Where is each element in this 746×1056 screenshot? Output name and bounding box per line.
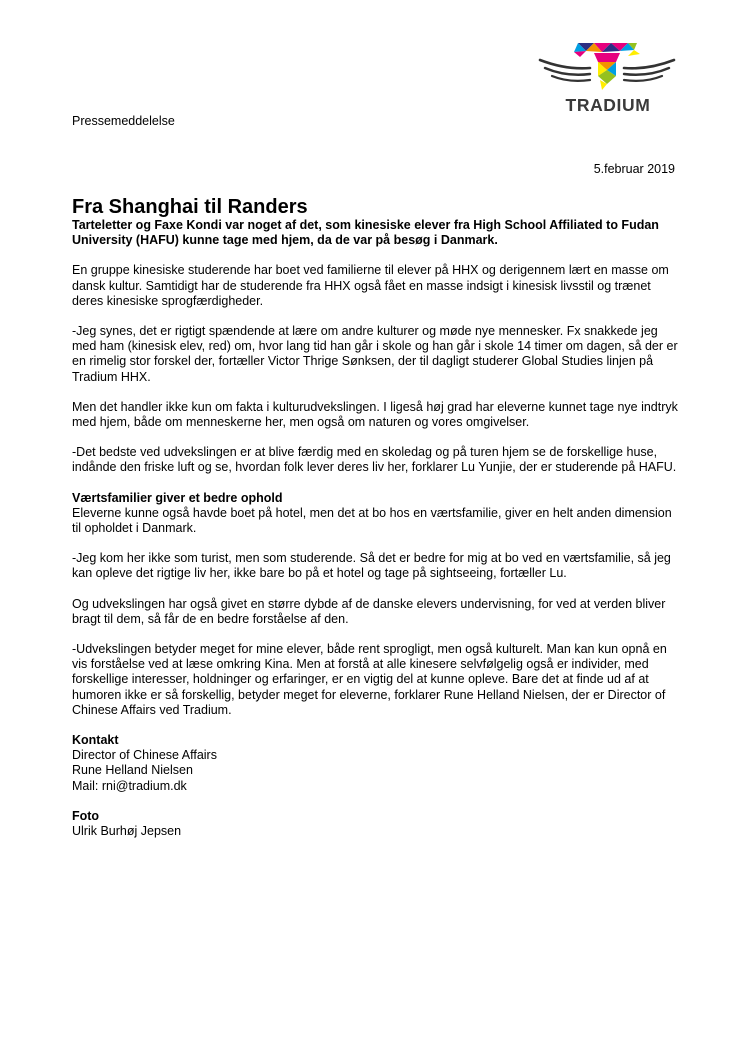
document-type-label: Pressemeddelelse bbox=[72, 114, 175, 128]
contact-name: Rune Helland Nielsen bbox=[72, 763, 193, 778]
paragraph: Eleverne kunne også havde boet på hotel, men det at bo hos en værtsfamilie, giver en helt anden dimension til opholdet i Danmark. bbox=[72, 505, 672, 536]
paragraph: -Jeg synes, det er rigtigt spændende at lære om andre kulturer og møde nye mennesker. Fx snakkede jeg med ham (kinesisk elev, red) om, hvor lang tid han går i skole og han går i skole 14 timer om dagen, så der er en rimelig stor forskel der, fortæller Victor Thrige Sønksen, der til dagligt studerer Global Studies linjen på Tradium HHX. bbox=[72, 324, 678, 384]
release-date: 5.februar 2019 bbox=[593, 162, 675, 176]
photo-heading: Foto bbox=[72, 808, 100, 823]
paragraph: En gruppe kinesiske studerende har boet ved familierne til elever på HHX og derigennem lært en masse om dansk kultur. Samtidigt har de studerende fra HHX også fået en masse indsigt i kinesisk livsstil og trænet deres kinesiske sprogfærdigheder. bbox=[72, 263, 669, 308]
photo-credit-name: Ulrik Burhøj Jepsen bbox=[72, 824, 182, 839]
paragraph: Men det handler ikke kun om fakta i kulturudvekslingen. I ligeså høj grad har eleverne kunnet tage nye indtryk med hjem, både om menneskerne her, men også om naturen og vores omgivelser. bbox=[72, 399, 678, 430]
contact-title: Director of Chinese Affairs bbox=[72, 748, 217, 763]
tradium-wings-t-icon bbox=[536, 40, 678, 98]
article-title: Fra Shanghai til Randers bbox=[72, 196, 308, 218]
paragraph: Og udvekslingen har også givet en større dybde af de danske elevers undervisning, for ved at verden bliver bragt til dem, så får de en bedre forståelse af den. bbox=[72, 596, 666, 626]
contact-block bbox=[72, 733, 678, 794]
section-heading: Værtsfamilier giver et bedre ophold bbox=[72, 490, 283, 505]
contact-heading: Kontakt bbox=[72, 733, 119, 748]
article-lead: Tarteletter og Faxe Kondi var noget af det, som kinesiske elever fra High School Affiliated to Fudan University (HAFU) kunne tage med hjem, da de var på besøg i Danmark. bbox=[72, 218, 659, 248]
tradium-wordmark: TRADIUM bbox=[565, 95, 651, 115]
article bbox=[72, 196, 678, 854]
contact-mail: Mail: rni@tradium.dk bbox=[72, 778, 187, 793]
paragraph: -Udvekslingen betyder meget for mine elever, både rent sprogligt, men også kulturelt. Man kan kun opnå en vis forståelse ved at læse omkring Kina. Men at forstå at alle kinesere selvfølgelig også er individer, med forskellige interesser, holdninger og erfaringer, er en vigtig del at kunne opleve. Bare det at finde ud af at humoren ikke er så forskellig, betyder meget for eleverne, forklarer Rune Helland Nielsen, der er Director of Chinese Affairs ved Tradium. bbox=[72, 642, 667, 717]
paragraph: -Jeg kom her ikke som turist, men som studerende. Så det er bedre for mig at bo ved en værtsfamilie, så jeg kan opleve det rigtige liv her, ikke bare bo på et hotel og tage på sightseeing, fortæller Lu. bbox=[72, 551, 671, 581]
paragraph: -Det bedste ved udvekslingen er at blive færdig med en skoledag og på turen hjem se de forskellige huse, indånde den friske luft og se, hvordan folk lever deres liv her, forklarer Lu Yunjie, der er studerende på HAFU. bbox=[72, 445, 677, 475]
tradium-logo bbox=[536, 40, 678, 118]
photo-credit-block bbox=[72, 809, 678, 839]
